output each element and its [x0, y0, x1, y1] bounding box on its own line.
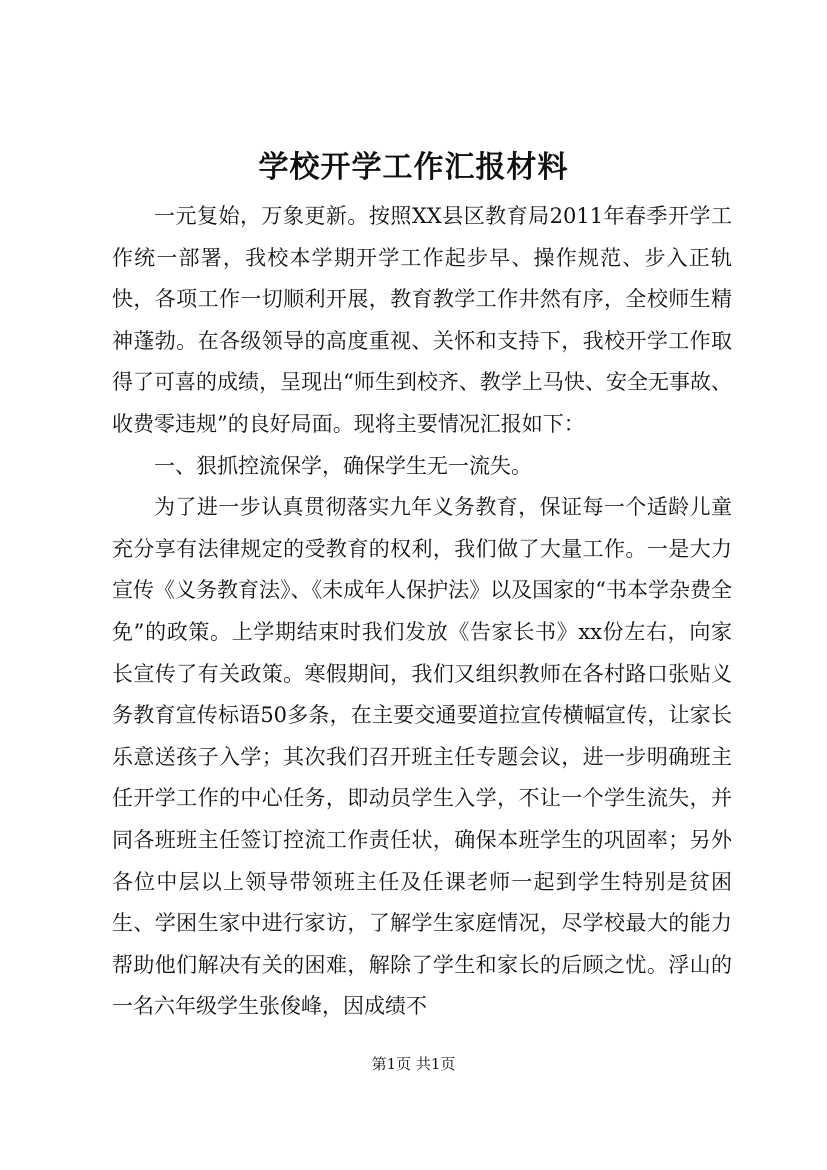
paragraph-intro: 一元复始，万象更新。按照XX县区教育局2011年春季开学工作统一部署，我校本学期开学工作起步早、操作规范、步入正轨快，各项工作一切顺利开展，教育教学工作井然有序，全校师生精神蓬勃。在各级领导的高度重视、关怀和支持下，我校开学工作取得了可喜的成绩，呈现出“师生到校齐、教学上马快、安全无事故、收费零违规”的良好局面。现将主要情况汇报如下：: [112, 204, 732, 436]
document-body: [112, 196, 732, 1028]
document-title: 学校开学工作汇报材料: [258, 150, 569, 185]
page-footer: 第1页 共1页: [371, 1055, 456, 1073]
paragraph-section-1: 为了进一步认真贯彻落实九年义务教育，保证每一个适龄儿童充分享有法律规定的受教育的权利，我们做了大量工作。一是大力宣传《义务教育法》、《未成年人保护法》以及国家的“书本学杂费全免”的政策。上学期结束时我们发放《告家长书》xx份左右，向家长宣传了有关政策。寒假期间，我们又组织教师在各村路口张贴义务教育宣传标语50多条，在主要交通要道拉宣传横幅宣传，让家长乐意送孩子入学；其次我们召开班主任专题会议，进一步明确班主任开学工作的中心任务，即动员学生入学，不让一个学生流失，并同各班班主任签订控流工作责任状，确保本班学生的巩固率；另外各位中层以上领导带领班主任及任课老师一起到学生特别是贫困生、学困生家中进行家访，了解学生家庭情况，尽学校最大的能力帮助他们解决有关的困难，解除了学生和家长的后顾之忧。浮山的一名六年级学生张俊峰，因成绩不: [112, 495, 732, 1019]
section-heading-1: 一、狠抓控流保学，确保学生无一流失。: [154, 453, 532, 478]
